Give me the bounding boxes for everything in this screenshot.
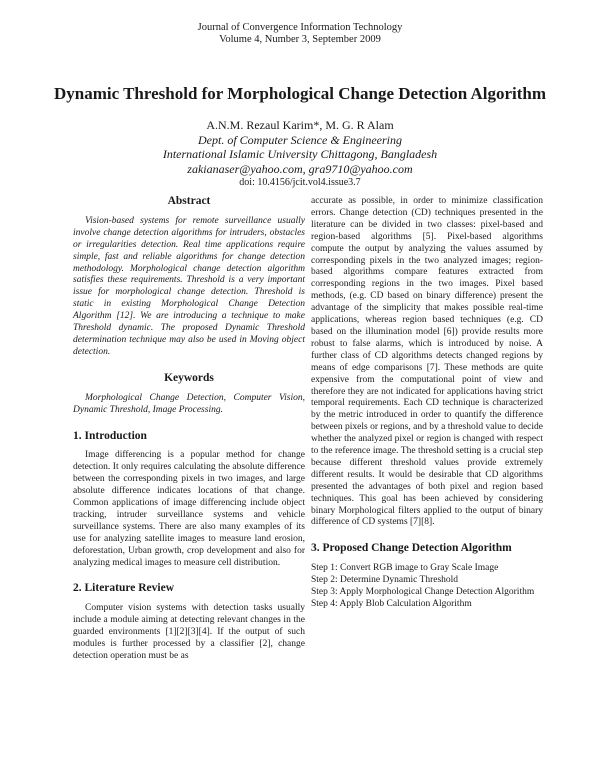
abstract-text: Vision-based systems for remote surveillance usually involve change detection algorithms for intruders, obstacles or irregularities detection. Real time applications require simple, fast and reliable algorithms for change detection methodology. Morphological change detection algorithm satisfies these requirements. Threshold is a very important issue for morphological change detection. Threshold is static in existing Morphological Change Detection Algorithm [12]. We are introducing a technique to make Threshold dynamic. The proposed Dynamic Threshold determination technique may also be used in Moving object detection. [73, 215, 305, 357]
journal-header [0, 22, 600, 46]
journal-name: Journal of Convergence Information Technology [197, 22, 403, 33]
introduction-heading: 1. Introduction [73, 429, 147, 442]
author-university: International Islamic University Chittagong, Bangladesh [162, 147, 438, 161]
right-column [311, 196, 543, 611]
step-1: Step 1: Convert RGB image to Gray Scale Image [311, 563, 499, 574]
journal-volume: Volume 4, Number 3, September 2009 [219, 34, 381, 45]
doi: doi: 10.4156/jcit.vol4.issue3.7 [239, 177, 361, 188]
step-4: Step 4: Apply Blob Calculation Algorithm [311, 599, 472, 609]
keywords-text: Morphological Change Detection, Computer Vision, Dynamic Threshold, Image Processing. [73, 392, 305, 415]
author-emails: zakianaser@yahoo.com, gra9710@yahoo.com [187, 161, 413, 176]
author-block [0, 118, 600, 191]
left-column [73, 196, 305, 663]
literature-text: Computer vision systems with detection tasks usually include a module aiming at detecting relevant changes in the guarded environments [1][2][3][4]. If the output of such modules is further processed by a classifier [2], change detection operation must be as [73, 603, 305, 661]
step-3: Step 3: Apply Morphological Change Detection Algorithm [311, 587, 535, 598]
proposed-heading: 3. Proposed Change Detection Algorithm [311, 542, 512, 555]
abstract-heading: Abstract [167, 195, 211, 207]
author-names: A.N.M. Rezaul Karim*, M. G. R Alam [206, 118, 394, 132]
keywords-heading: Keywords [164, 371, 214, 384]
literature-heading: 2. Literature Review [73, 582, 175, 595]
step-2: Step 2: Determine Dynamic Threshold [311, 575, 459, 586]
introduction-text: Image differencing is a popular method for change detection. It only requires calculating the absolute difference between the corresponding pixels in two images, and large absolute difference indicates locations of that change. Common applications of image differencing include object tracking, intruder surveillance systems and vehicle surveillance systems. There are also many examples of its use for analyzing satellite images to measure land erosion, deforestation, Urban growth, crop development and also for analyzing medical images to measure cell distribution. [73, 450, 305, 568]
steps-list [311, 563, 543, 611]
right-column-text: accurate as possible, in order to minimize classification errors. Change detection (CD) techniques presented in the literature can be divided in two classes: pixel-based and region-based algorithms [5]. Pixel-based algorithms compute the output by analyzing the values assumed by corresponding pixels in the two analyzed images; region-based algorithms compare features extracted from corresponding regions in the two images. Pixel based methods, (e.g. CD based on binary difference) present the advantage of the simplicity that makes possible real-time applications, whereas region based techniques (e.g. CD based on the illumination model [6]) provide results more robust to false alarms, which is introduced by noise. A further class of CD algorithms detects changed regions by means of edge comparisons [7]. These methods are quite expensive from the computational point of view and therefore they are not indicated for applications having strict temporal requirements. Each CD technique is characterized by the metric introduced in order to quantify the difference between pixels or regions, and by a threshold value to decide whether the analyzed pixel or region is changed with respect to the reference image. The threshold setting is a crucial step because different threshold values provide extremely different results. It would be desirable that CD algorithms presented the advantages of both pixel and region based techniques. This goal has been achieved by considering binary Morphological filters applied to the output of binary difference of CD systems [7][8]. [311, 196, 543, 528]
paper-title: Dynamic Threshold for Morphological Change Detection Algorithm [53, 84, 547, 103]
author-department: Dept. of Computer Science & Engineering [198, 132, 402, 147]
